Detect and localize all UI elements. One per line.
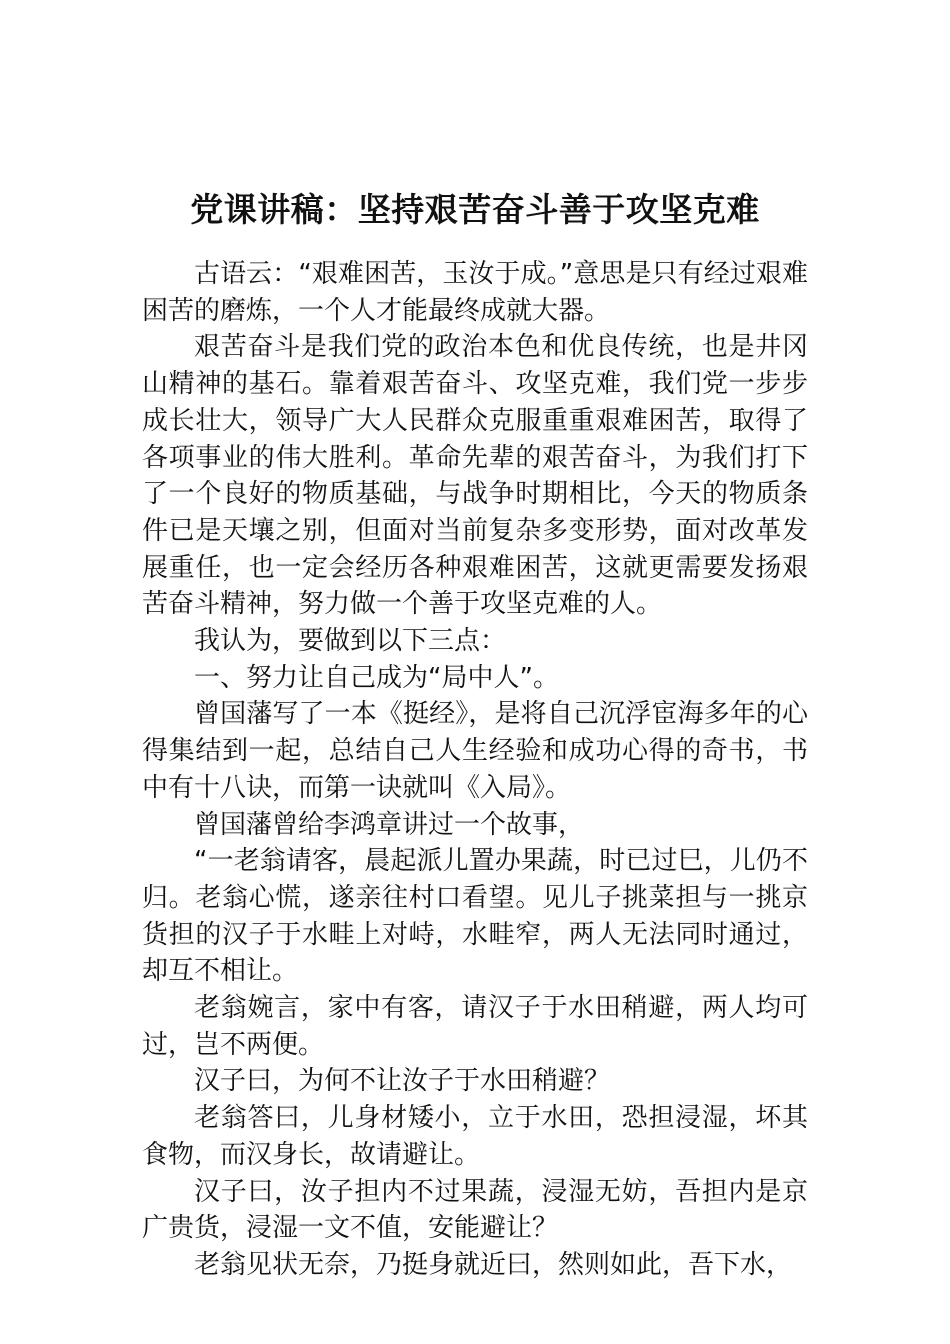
section-heading-1: 一、努力让自己成为“局中人”。 (194, 662, 559, 693)
document-title: 党课讲稿：坚持艰苦奋斗善于攻坚克难 (190, 190, 760, 230)
document-body (142, 256, 808, 1284)
paragraph-intro-quote: 古语云：“艰难困苦，玉汝于成。”意思是只有经过艰难困苦的磨炼，一个人才能最终成就大器。 (142, 259, 808, 326)
paragraph-ting-jing: 曾国藩写了一本《挺经》，是将自己沉浮宦海多年的心得集结到一起，总结自己人生经验和成功心得的奇书，书中有十八诀，而第一诀就叫《入局》。 (142, 699, 808, 803)
paragraph-story-2: 老翁婉言，家中有客，请汉子于水田稍避，两人均可过，岂不两便。 (142, 993, 808, 1060)
paragraph-story-3: 汉子曰，为何不让汝子于水田稍避？ (194, 1066, 611, 1097)
paragraph-story-intro: 曾国藩曾给李鸿章讲过一个故事， (194, 809, 585, 840)
paragraph-hard-work-tradition: 艰苦奋斗是我们党的政治本色和优良传统，也是井冈山精神的基石。靠着艰苦奋斗、攻坚克难，我们党一步步成长壮大，领导广大人民群众克服重重艰难困苦，取得了各项事业的伟大胜利。革命先辈的艰苦奋斗，为我们打下了一个良好的物质基础，与战争时期相比，今天的物质条件已是天壤之别，但面对当前复杂多变形势，面对改革发展重任，也一定会经历各种艰难困苦，这就更需要发扬艰苦奋斗精神，努力做一个善于攻坚克难的人。 (142, 332, 808, 620)
paragraph-three-points: 我认为，要做到以下三点： (194, 626, 507, 657)
paragraph-story-1: “一老翁请客，晨起派儿置办果蔬，时已过巳，儿仍不归。老翁心慌，遂亲往村口看望。见儿子挑菜担与一挑京货担的汉子于水畦上对峙，水畦窄，两人无法同时通过，却互不相让。 (142, 846, 808, 987)
paragraph-story-6: 老翁见状无奈，乃挺身就近曰，然则如此，吾下水， (194, 1249, 793, 1280)
paragraph-story-4: 老翁答曰，儿身材矮小，立于水田，恐担浸湿，坏其食物，而汉身长，故请避让。 (142, 1103, 808, 1170)
paragraph-story-5: 汉子曰，汝子担内不过果蔬，浸湿无妨，吾担内是京广贵货，浸湿一文不值，安能避让？ (142, 1176, 808, 1244)
